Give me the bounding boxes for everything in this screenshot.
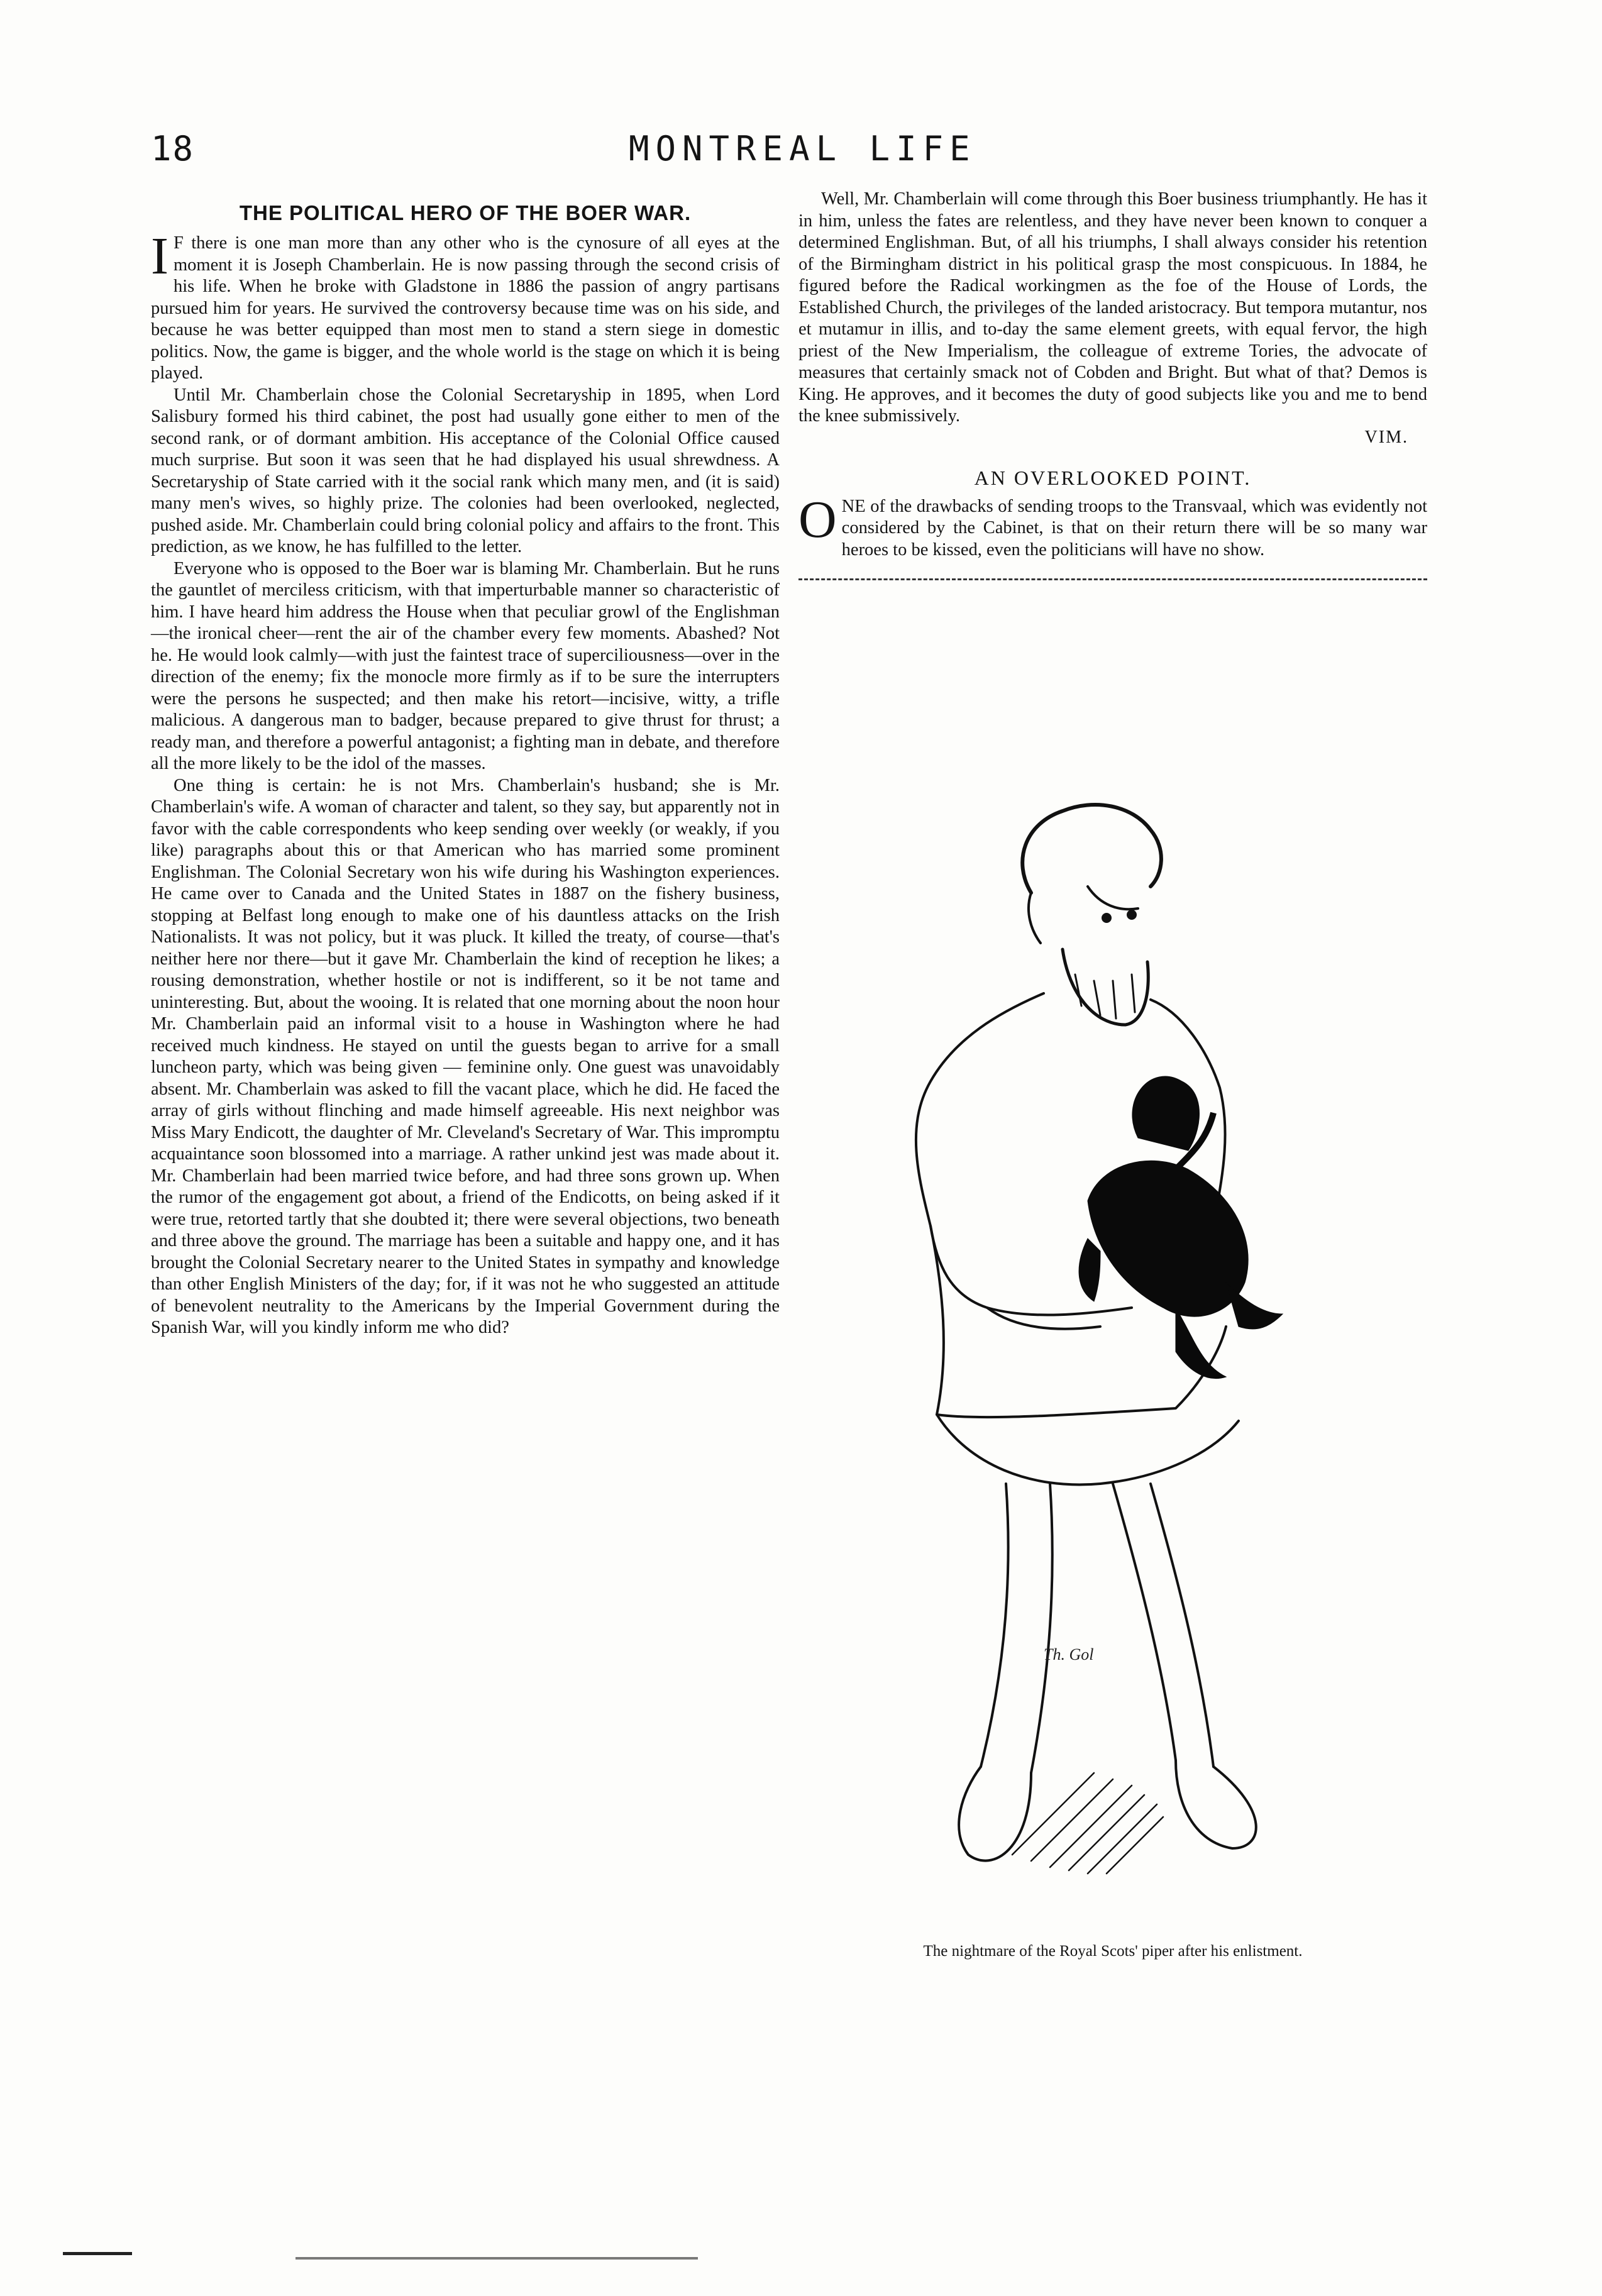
- scan-smudge: [63, 2252, 132, 2255]
- article-paragraph: Well, Mr. Chamberlain will come through this Boer business triumphantly. He has it in him, unless the fates are relentless, and they have never been known to conquer a determined Englishman. But, of all his triumphs, I shall always consider his retention of the Birmingham district in his political grasp the most conspicuous. In 1884, he figured before the Radical workingmen as the foe of the House of Lords, the Established Church, the privileges of the landed aristocracy. But tempora mutantur, nos et mutamur in illis, and to-day the same element greets, with equal fervor, the high priest of the New Imperialism, the colleague of extreme Tories, the advocate of measures that certainly smack not of Cobden and Bright. But what of that? Demos is King. He approves, and it becomes the duty of good subjects like you and me to bend the knee submissively.: [798, 189, 1427, 426]
- drop-cap: I: [151, 227, 168, 285]
- section-divider: [798, 578, 1427, 588]
- page-header: [0, 129, 1602, 185]
- right-column: [798, 189, 1427, 588]
- page-number: 18: [151, 129, 195, 168]
- article-paragraph: I F there is one man more than any other who is the cynosure of all eyes at the moment it is Joseph Chamberlain. He is now passing through the second crisis of his life. When he broke with Gladstone in 1886 the passion of angry partisans pursued him for years. He survived the controversy because time was on his side, and because he was better equipped than most men to stand a stern siege in domestic politics. Now, the game is bigger, and the whole world is the stage on which it is being played.: [151, 227, 780, 383]
- article-title: THE POLITICAL HERO OF THE BOER WAR.: [239, 201, 692, 224]
- article-paragraph: One thing is certain: he is not Mrs. Chamberlain's husband; she is Mr. Chamberlain's wife. A woman of character and talent, so they say, but apparently not in favor with the cable correspondents who keep sending over weekly (or weakly, if you like) paragraphs about this or that American who has married some prominent Englishman. The Colonial Secretary won his wife during his Washington experiences. He came over to Canada and the United States in 1887 on the fishery business, stopping at Belfast long enough to make one of his dauntless attacks on the Irish Nationalists. It was not policy, but it was pluck. It killed the treaty, of course—that's neither here nor there—but it gave Mr. Chamberlain the kind of reception he likes; a rousing demonstration, whether hostile or not is indifferent, so it be not tame and uninteresting. But, about the wooing. It is related that one morning about the noon hour Mr. Chamberlain paid an informal visit to a house in Washington where he had received much kindness. He stayed on until the guests began to arrive for a small luncheon party, which was being given — feminine only. One guest was unavoidably absent. Mr. Chamberlain was asked to fill the vacant place, which he did. He faced the array of girls without flinching and made himself agreeable. His next neighbor was Miss Mary Endicott, the daughter of Mr. Cleveland's Secretary of War. This impromptu acquaintance soon blossomed into a marriage. A rather unkind jest was made about it. Mr. Chamberlain had been married twice before, and had three sons grown up. When the rumor of the engagement got about, a friend of the Endicotts, on being asked if it were true, retorted tartly that she doubted it; there were several objections, two beneath and three above the ground. The marriage has been a suitable and happy one, and it has brought the Colonial Secretary nearer to the United States in sympathy and knowledge than other English Ministers of the day; for, if it was not he who suggested an attitude of benevolent neutrality to the Americans by the Imperial Government during the Spanish War, will you kindly inform me who did?: [151, 775, 780, 1337]
- scan-smudge: [296, 2257, 698, 2260]
- article-paragraph: Until Mr. Chamberlain chose the Colonial Secretaryship in 1895, when Lord Salisbury formed his third cabinet, the post had usually gone either to men of the second rank, or of dormant ambition. His acceptance of the Colonial Office caused much surprise. But soon it was seen that he had displayed his usual shrewdness. A Secretaryship of State carried with it the social rank which many men, and (it is said) many men's wives, so highly prize. The colonies had been overlooked, neglected, pushed aside. Mr. Chamberlain could bring colonial policy and affairs to the front. This prediction, as we know, he has fulfilled to the letter.: [151, 385, 780, 556]
- piper-illustration: [824, 786, 1427, 1936]
- left-column: [151, 201, 780, 1339]
- author-signature: VIM.: [1364, 427, 1408, 447]
- article-paragraph: ONE of the drawbacks of sending troops to the Transvaal, which was evidently not considered by the Cabinet, is that on their return there will be so many war heroes to be kissed, even the politicians will have no show.: [798, 490, 1427, 560]
- article-paragraph: Everyone who is opposed to the Boer war is blaming Mr. Chamberlain. But he runs the gauntlet of merciless criticism, with that imperturbable manner so characteristic of him. I have heard him address the House when that peculiar growl of the Englishman—the ironical cheer—rent the air of the chamber every few moments. Abashed? Not he. He would look calmly—with just the faintest trace of superciliousness—over in the direction of the enemy; fix the monocle more firmly as if to be sure the interrupters were the persons he suspected; and then make his retort—incisive, witty, a trifle malicious. A dangerous man to badger, because prepared to give thrust for thrust; a ready man, and therefore a powerful antagonist; a fighting man in debate, and therefore all the more likely to be the idol of the masses.: [151, 558, 780, 773]
- drop-cap: O: [798, 490, 837, 549]
- running-head: MONTREAL LIFE: [629, 129, 976, 168]
- artist-signature: Th. Gol: [1044, 1645, 1094, 1664]
- article-title: AN OVERLOOKED POINT.: [974, 466, 1252, 489]
- illustration-caption: The nightmare of the Royal Scots' piper after his enlistment.: [923, 1943, 1303, 1960]
